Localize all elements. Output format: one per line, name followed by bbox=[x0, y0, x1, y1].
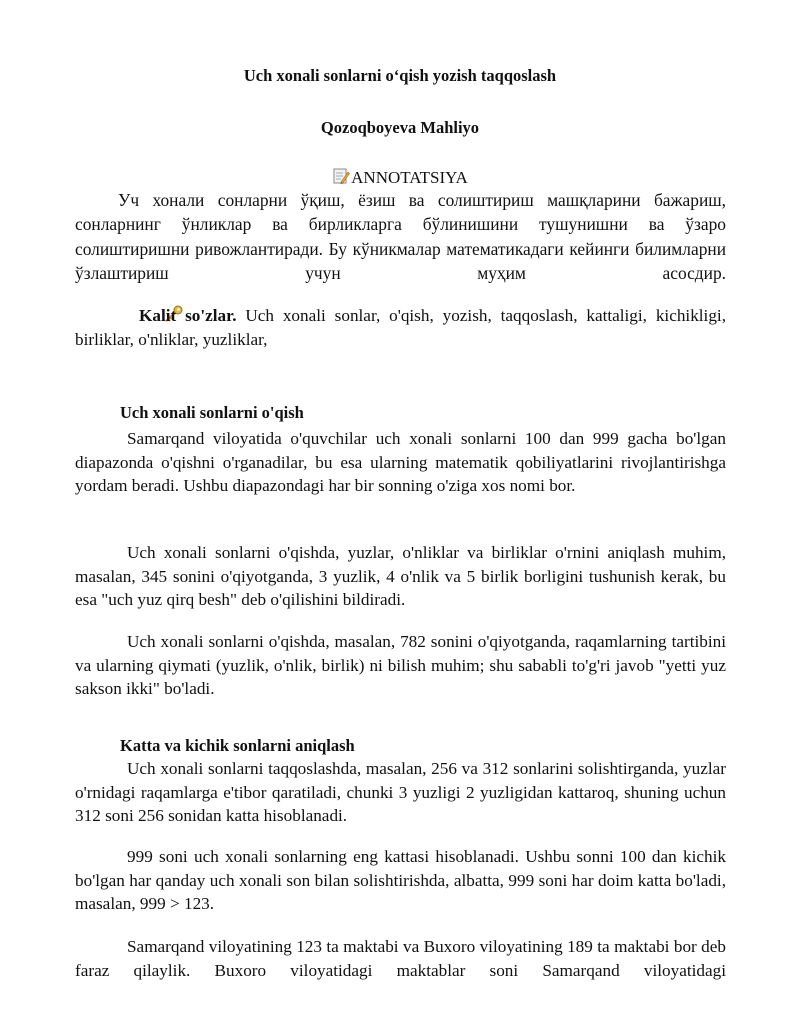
keywords-paragraph bbox=[75, 304, 726, 351]
document-title: Uch xonali sonlarni o‘qish yozish taqqoslash bbox=[243, 66, 557, 85]
section-paragraph: Samarqand viloyatida o'quvchilar uch xonali sonlarni 100 dan 999 gacha bo'lgan diapazonda o'qishni o'rganadilar, bu esa ularning matematik qobiliyatlarini rivojlantirishga yordam beradi. Ushbu diapazondagi har bir sonning o'ziga xos nomi bor. bbox=[75, 429, 726, 496]
section-paragraph: Samarqand viloyatining 123 ta maktabi va Buxoro viloyatining 189 ta maktabi bor deb faraz qilaylik. Buxoro viloyatidagi maktablar soni Samarqand viloyatidagi bbox=[75, 937, 726, 980]
section-heading: Katta va kichik sonlarni aniqlash bbox=[120, 736, 355, 755]
annotation-heading: ANNOTATSIYA bbox=[351, 168, 468, 187]
note-pencil-icon bbox=[332, 167, 350, 185]
section-paragraph: 999 soni uch xonali sonlarning eng kattasi hisoblanadi. Ushbu sonni 100 dan kichik bo'lgan har qanday uch xonali son bilan solishtirishda, albatta, 999 soni har doim katta bo'ladi, masalan, 999 > 123. bbox=[75, 847, 726, 914]
annotation-heading-row bbox=[0, 167, 800, 188]
document-author: Qozoqboyeva Mahliyo bbox=[320, 118, 480, 137]
section-paragraph: Uch xonali sonlarni taqqoslashda, masalan, 256 va 312 sonlarini solishtirganda, yuzlar o'rnidagi raqamlarga e'tibor qaratiladi, chunki 3 yuzligi 2 yuzligidan kattaroq, shuning uchun 312 soni 256 sonidan katta hisoblanadi. bbox=[75, 759, 726, 826]
key-icon bbox=[119, 305, 139, 323]
section-heading: Uch xonali sonlarni o'qish bbox=[120, 403, 304, 422]
keywords-text: Uch xonali sonlar, o'qish, yozish, taqqoslash, kattaligi, kichikligi, birliklar, o'nliklar, yuzliklar, bbox=[75, 306, 727, 349]
section-paragraph: Uch xonali sonlarni o'qishda, yuzlar, o'nliklar va birliklar o'rnini aniqlash muhim, masalan, 345 sonini o'qiyotganda, 3 yuzlik, 4 o'nlik va 5 birlik borligini tushunish kerak, bu esa "uch yuz qirq besh" deb o'qilishini bildiradi. bbox=[75, 543, 726, 610]
keywords-label: Kalit so'zlar. bbox=[139, 306, 237, 325]
section-paragraph: Uch xonali sonlarni o'qishda, masalan, 782 sonini o'qiyotganda, raqamlarning tartibini va ularning qiymati (yuzlik, o'nlik, birlik) ni bilish muhim; shu sababli to'g'ri javob "yetti yuz sakson ikki" bo'ladi. bbox=[75, 632, 726, 699]
annotation-text: Уч хонали сонларни ўқиш, ёзиш ва солиштириш машқларини бажариш, сонларнинг ўнликлар ва бирликларга бўлинишини тушунишни ва ўзаро солиштиришни ривожлантиради. Бу кўникмалар математикадаги кейинги билимларни ўзлаштириш учун муҳим асосдир. bbox=[75, 190, 726, 284]
